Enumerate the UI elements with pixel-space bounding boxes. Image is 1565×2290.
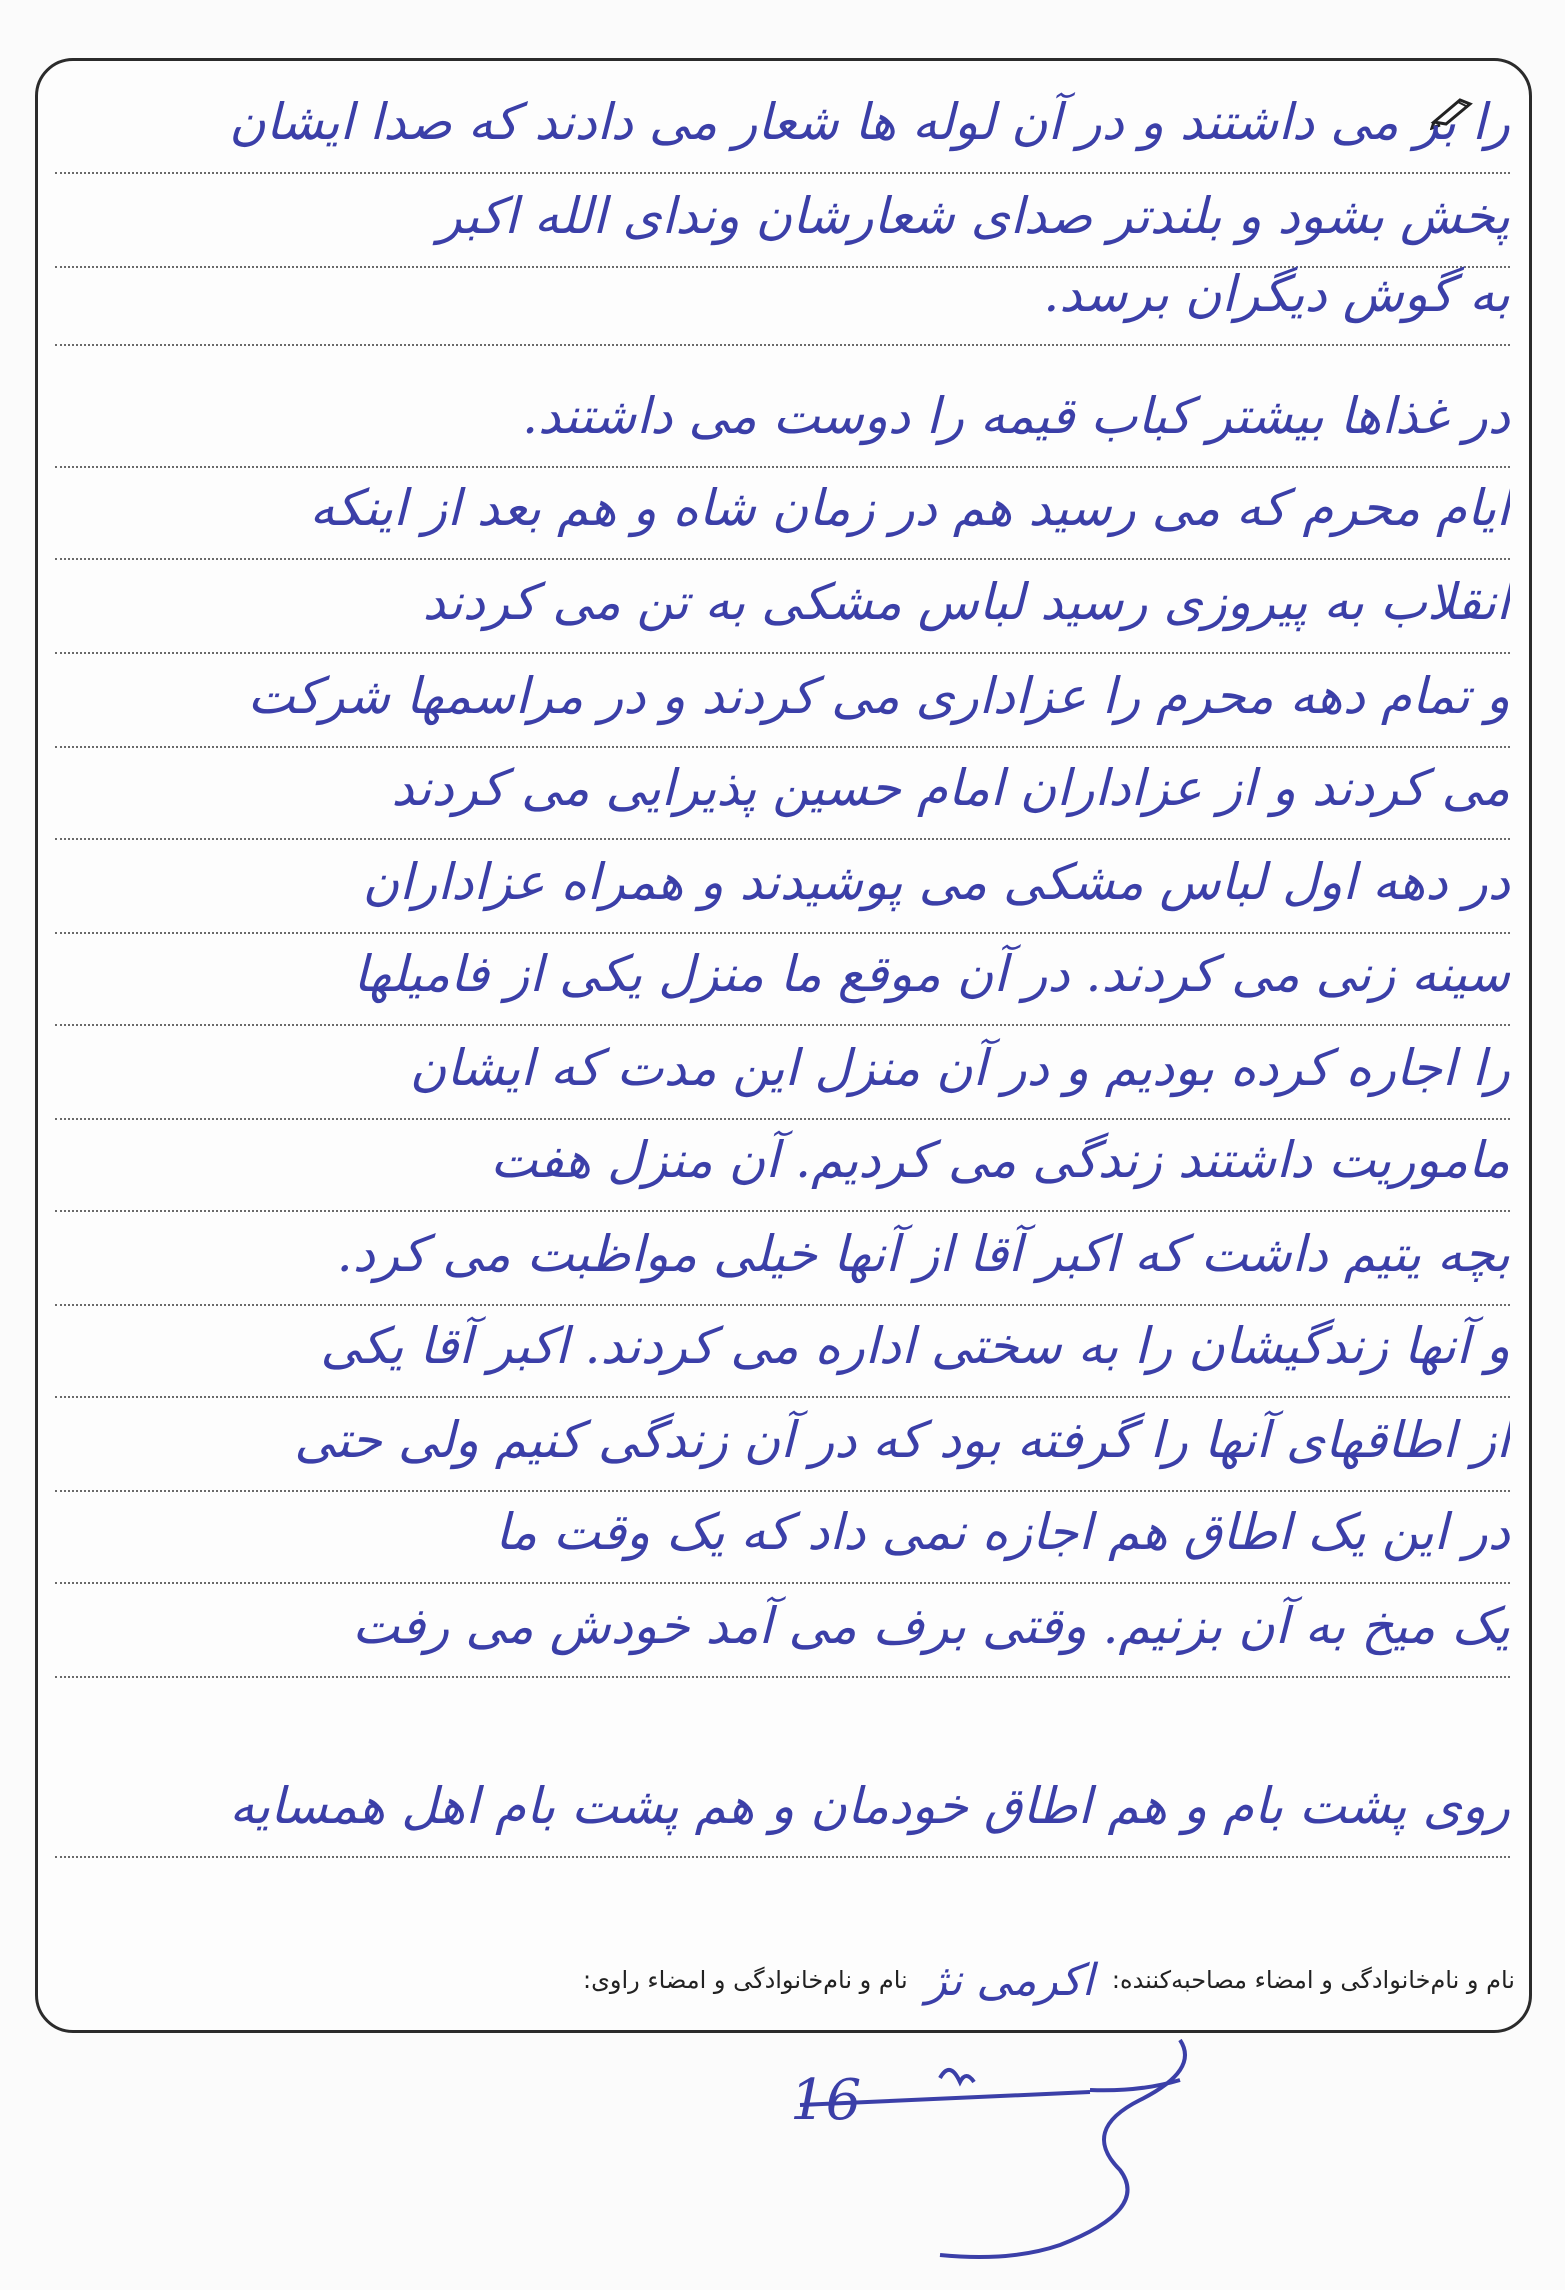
text-line: یک میخ به آن بزنیم. وقتی برف می آمد خودش می رفت [55,1580,1510,1678]
text-line: را بر می داشتند و در آن لوله ها شعار می دادند که صدا ایشان [55,76,1510,174]
text-line: در دهه اول لباس مشکی می پوشیدند و همراه عزاداران [55,836,1510,934]
text-line: بچه یتیم داشت که اکبر آقا از آنها خیلی مواظبت می کرد. [55,1208,1510,1306]
text-line: سینه زنی می کردند. در آن موقع ما منزل یکی از فامیلها [55,928,1510,1026]
text-line: ماموریت داشتند زندگی می کردیم. آن منزل هفت [55,1114,1510,1212]
text-line: انقلاب به پیروزی رسید لباس مشکی به تن می کردند [55,556,1510,654]
narrator-label: نام و نام‌خانوادگی و امضاء راوی: [583,1966,908,1994]
text-line: و آنها زندگیشان را به سختی اداره می کردند. اکبر آقا یکی [55,1300,1510,1398]
signature-number: 16 [790,2068,862,2133]
footer-signature-labels [60,1950,1515,2010]
text-line: به گوش دیگران برسد. [55,248,1510,346]
text-line: از اطاقهای آنها را گرفته بود که در آن زندگی کنیم ولی حتی [55,1394,1510,1492]
text-line: ایام محرم که می رسید هم در زمان شاه و هم بعد از اینکه [55,462,1510,560]
interviewer-signature: اکرمی نژ [925,1954,1094,2006]
text-line: روی پشت بام و هم اطاق خودمان و هم پشت بام اهل همسایه [55,1760,1510,1858]
text-line: پخش بشود و بلندتر صدای شعارشان ونداى الله اکبر [55,170,1510,268]
interviewer-label: نام و نام‌خانوادگی و امضاء مصاحبه‌کننده: [1111,1966,1515,1994]
narrator-signature [760,2030,1260,2270]
text-line: در این یک اطاق هم اجازه نمی داد که یک وقت ما [55,1486,1510,1584]
text-line: در غذاها بیشتر کباب قیمه را دوست می داشتند. [55,370,1510,468]
text-line: و تمام دهه محرم را عزاداری می کردند و در مراسمها شرکت [55,650,1510,748]
text-line: می کردند و از عزاداران امام حسین پذیرایی می کردند [55,742,1510,840]
text-line: را اجاره کرده بودیم و در آن منزل این مدت که ایشان [55,1022,1510,1120]
